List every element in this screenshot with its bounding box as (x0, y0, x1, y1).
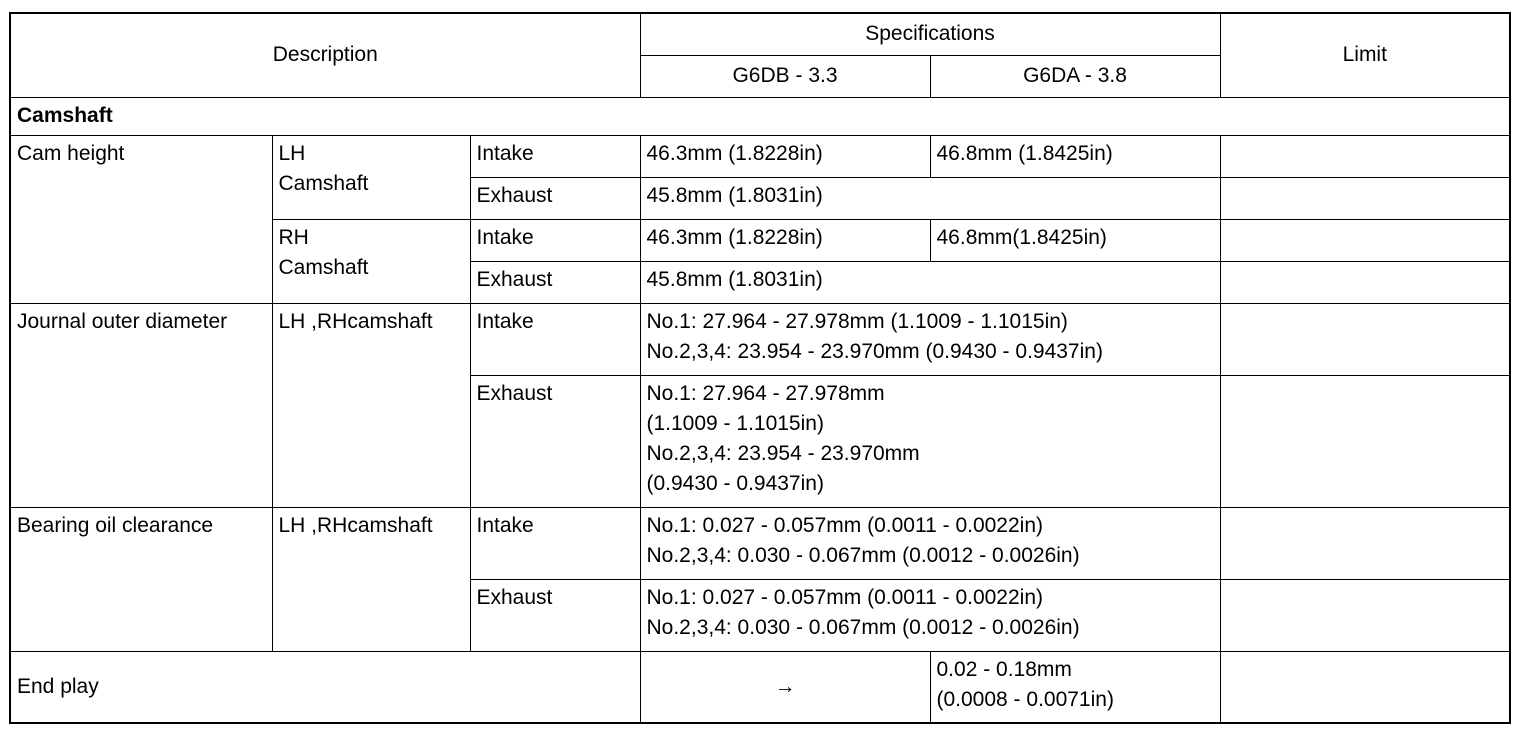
bearing-intake-line: No.2,3,4: 0.030 - 0.067mm (0.0012 - 0.0026in) (646, 543, 1080, 567)
journal-intake-line: No.2,3,4: 23.954 - 23.970mm (0.9430 - 0.9437in) (646, 339, 1103, 363)
specification-table (9, 12, 1511, 724)
lh-intake-label: Intake (470, 135, 640, 177)
header-g6db: G6DB - 3.3 (640, 55, 930, 97)
bearing-sub-label: LH ,RHcamshaft (272, 507, 470, 651)
end-play-g6da-line: (0.0008 - 0.0071in) (936, 687, 1114, 711)
lh-intake-g6da: 46.8mm (1.8425in) (930, 135, 1220, 177)
cam-height-label: Cam height (10, 135, 272, 303)
journal-exhaust-value (640, 375, 1220, 507)
lh-intake-limit (1220, 135, 1510, 177)
bearing-intake-line: No.1: 0.027 - 0.057mm (0.0011 - 0.0022in) (646, 513, 1044, 537)
bearing-exhaust-line: No.2,3,4: 0.030 - 0.067mm (0.0012 - 0.0026in) (646, 615, 1080, 639)
lh-exhaust-label: Exhaust (470, 177, 640, 219)
bearing-exhaust-limit (1220, 579, 1510, 651)
bearing-intake-limit (1220, 507, 1510, 579)
journal-intake-value (640, 303, 1220, 375)
rh-intake-label: Intake (470, 219, 640, 261)
header-g6da: G6DA - 3.8 (930, 55, 1220, 97)
rh-exhaust-value: 45.8mm (1.8031in) (640, 261, 1220, 303)
journal-label: Journal outer diameter (10, 303, 272, 507)
journal-sub-label: LH ,RHcamshaft (272, 303, 470, 507)
journal-exhaust-line: No.2,3,4: 23.954 - 23.970mm (646, 441, 920, 465)
rh-exhaust-limit (1220, 261, 1510, 303)
end-play-g6da (930, 651, 1220, 723)
lh-camshaft-label: LH Camshaft (272, 135, 470, 219)
bearing-intake-value (640, 507, 1220, 579)
lh-intake-g6db: 46.3mm (1.8228in) (640, 135, 930, 177)
section-title: Camshaft (10, 97, 1510, 135)
rh-intake-g6db: 46.3mm (1.8228in) (640, 219, 930, 261)
end-play-label: End play (10, 651, 640, 723)
journal-intake-line: No.1: 27.964 - 27.978mm (1.1009 - 1.1015in) (646, 309, 1068, 333)
header-limit: Limit (1220, 13, 1510, 97)
rh-exhaust-label: Exhaust (470, 261, 640, 303)
lh-exhaust-limit (1220, 177, 1510, 219)
journal-exhaust-line: (0.9430 - 0.9437in) (646, 471, 824, 495)
rh-intake-limit (1220, 219, 1510, 261)
journal-exhaust-label: Exhaust (470, 375, 640, 507)
journal-exhaust-limit (1220, 375, 1510, 507)
header-description: Description (10, 13, 640, 97)
bearing-exhaust-line: No.1: 0.027 - 0.057mm (0.0011 - 0.0022in) (646, 585, 1044, 609)
end-play-limit (1220, 651, 1510, 723)
lh-exhaust-value: 45.8mm (1.8031in) (640, 177, 1220, 219)
end-play-g6db: → (640, 651, 930, 723)
header-specifications: Specifications (640, 13, 1220, 55)
journal-exhaust-line: (1.1009 - 1.1015in) (646, 411, 824, 435)
journal-intake-limit (1220, 303, 1510, 375)
bearing-exhaust-value (640, 579, 1220, 651)
journal-exhaust-line: No.1: 27.964 - 27.978mm (646, 381, 885, 405)
journal-intake-label: Intake (470, 303, 640, 375)
bearing-intake-label: Intake (470, 507, 640, 579)
rh-camshaft-label: RH Camshaft (272, 219, 470, 303)
bearing-label: Bearing oil clearance (10, 507, 272, 651)
rh-intake-g6da: 46.8mm(1.8425in) (930, 219, 1220, 261)
end-play-g6da-line: 0.02 - 0.18mm (936, 657, 1072, 681)
bearing-exhaust-label: Exhaust (470, 579, 640, 651)
